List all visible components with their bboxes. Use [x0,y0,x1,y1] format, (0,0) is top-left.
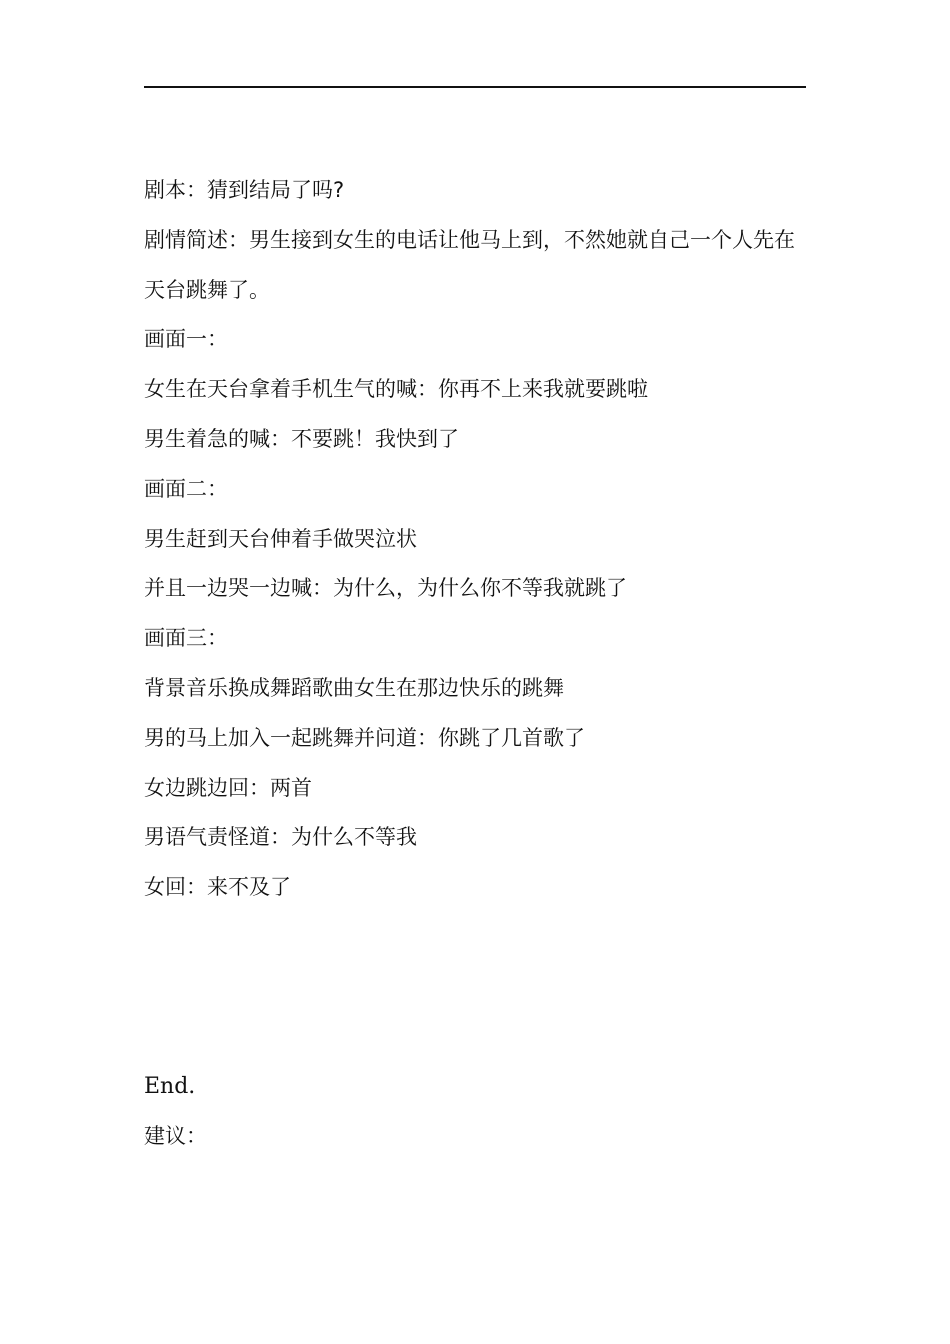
scene-2-heading: 画面二： [144,476,228,501]
scene-3-line: 男语气责怪道：为什么不等我 [144,825,417,850]
script-title: 剧本：猜到结局了吗? [144,178,345,202]
synopsis-paragraph: 剧情简述：男生接到女生的电话让他马上到，不然她就自己一个人先在天台跳舞了。 [144,227,795,302]
scene-2-line: 男生赶到天台伸着手做哭泣状 [144,526,417,551]
suggestion-heading: 建议： [144,1123,207,1148]
scene-1-heading: 画面一： [144,327,228,352]
header-rule [144,86,806,88]
scene-2-line: 并且一边哭一边喊：为什么，为什么你不等我就跳了 [144,576,627,601]
blank-space [144,913,806,1062]
document-body [144,166,806,1162]
scene-3-line: 女回：来不及了 [144,875,291,900]
scene-3-line: 女边跳边回：两首 [144,775,312,800]
scene-3-line: 背景音乐换成舞蹈歌曲女生在那边快乐的跳舞 [144,675,564,700]
scene-3-heading: 画面三： [144,626,228,651]
scene-3-line: 男的马上加入一起跳舞并问道：你跳了几首歌了 [144,725,585,750]
end-marker: End. [144,1073,196,1099]
scene-1-line: 女生在天台拿着手机生气的喊：你再不上来我就要跳啦 [144,377,648,402]
scene-1-line: 男生着急的喊：不要跳！我快到了 [144,426,459,451]
